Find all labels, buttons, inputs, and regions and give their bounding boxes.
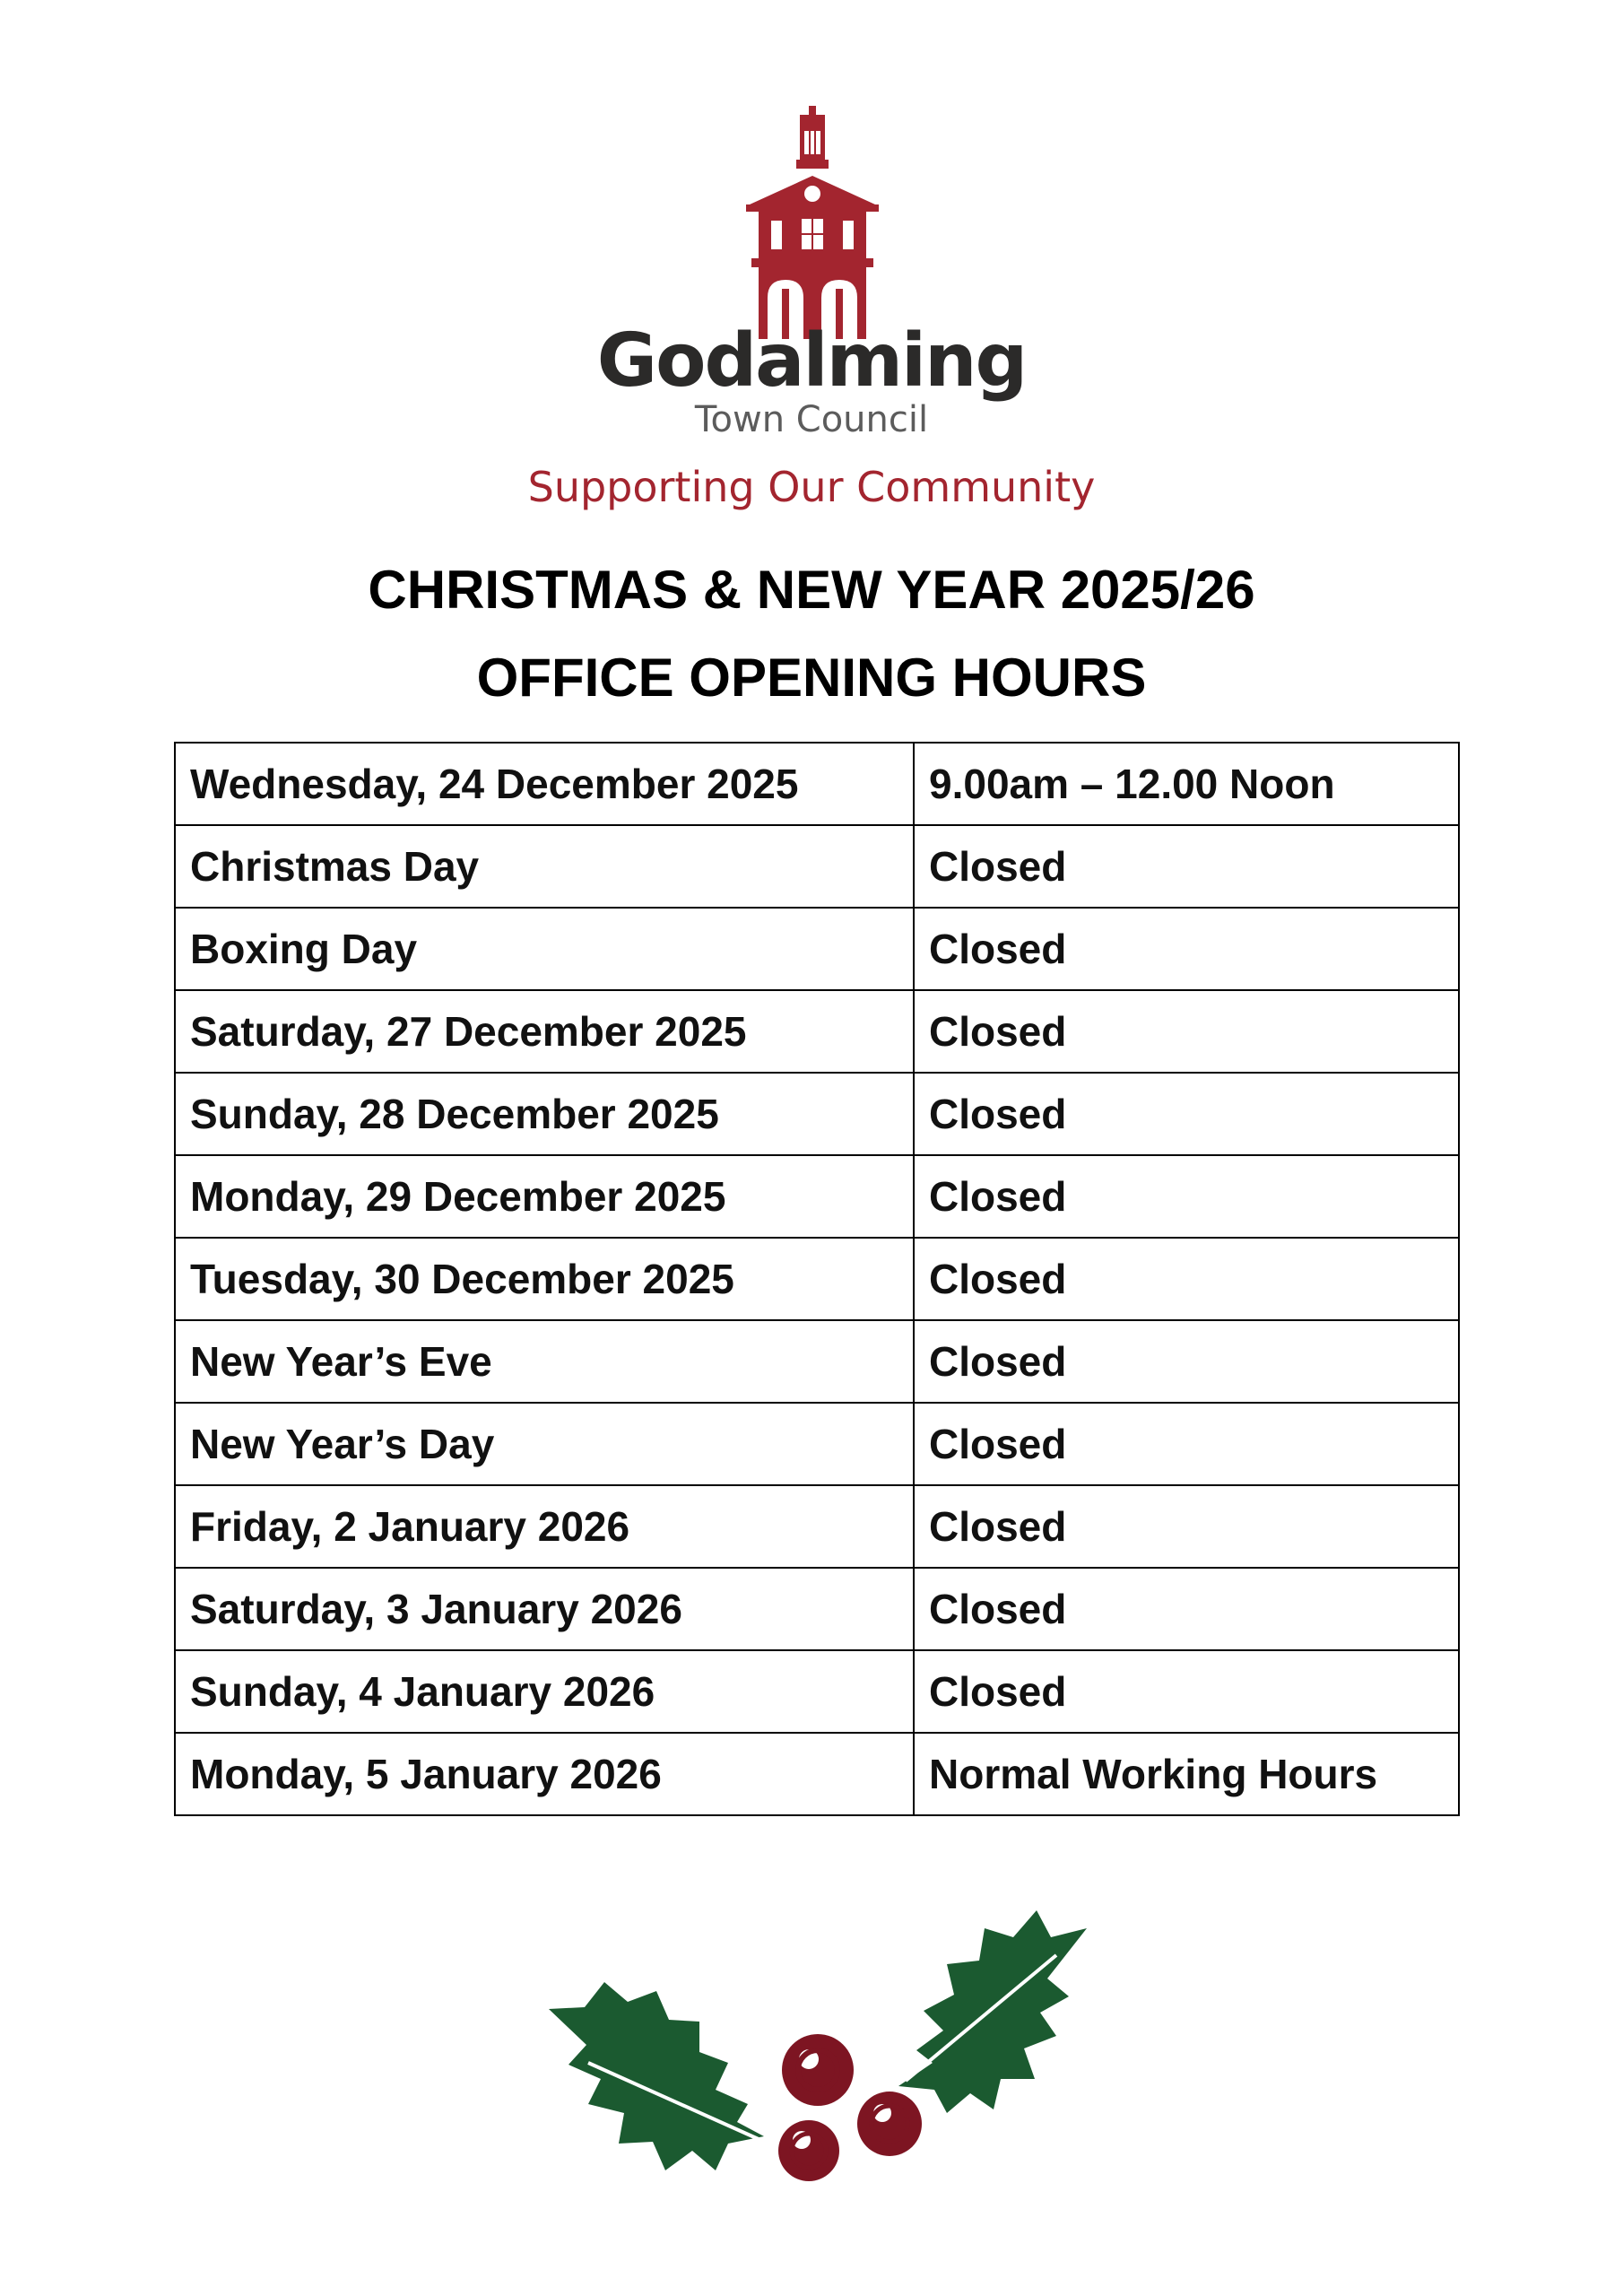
day-cell: Saturday, 27 December 2025 xyxy=(175,990,914,1073)
day-cell: Monday, 5 January 2026 xyxy=(175,1733,914,1815)
table-row xyxy=(175,1485,1459,1568)
table-row xyxy=(175,1568,1459,1650)
table-row xyxy=(175,1320,1459,1403)
table-row xyxy=(175,1650,1459,1733)
holly-icon xyxy=(549,1901,1087,2197)
holly-berries xyxy=(778,2034,922,2181)
table-row xyxy=(175,990,1459,1073)
day-cell: Saturday, 3 January 2026 xyxy=(175,1568,914,1650)
status-cell: Closed xyxy=(914,1650,1459,1733)
table-row xyxy=(175,1073,1459,1155)
tagline: Supporting Our Community xyxy=(527,463,1096,511)
day-cell: New Year’s Day xyxy=(175,1403,914,1485)
org-name: Godalming xyxy=(596,318,1027,404)
table-row xyxy=(175,908,1459,990)
table-row xyxy=(175,1403,1459,1485)
status-cell: Closed xyxy=(914,825,1459,908)
table-row xyxy=(175,1155,1459,1238)
status-cell: Closed xyxy=(914,1073,1459,1155)
table-row xyxy=(175,743,1459,825)
day-cell: Boxing Day xyxy=(175,908,914,990)
day-cell: Friday, 2 January 2026 xyxy=(175,1485,914,1568)
status-cell: Closed xyxy=(914,1155,1459,1238)
day-cell: Sunday, 4 January 2026 xyxy=(175,1650,914,1733)
status-cell: Closed xyxy=(914,908,1459,990)
day-cell: Monday, 29 December 2025 xyxy=(175,1155,914,1238)
day-cell: Christmas Day xyxy=(175,825,914,908)
table-row xyxy=(175,1733,1459,1815)
town-hall-icon xyxy=(746,106,879,339)
status-cell: 9.00am – 12.00 Noon xyxy=(914,743,1459,825)
day-cell: Tuesday, 30 December 2025 xyxy=(175,1238,914,1320)
holly-leaf-left xyxy=(549,1982,764,2170)
status-cell: Normal Working Hours xyxy=(914,1733,1459,1815)
page-subtitle: OFFICE OPENING HOURS xyxy=(476,648,1147,708)
day-cell: Sunday, 28 December 2025 xyxy=(175,1073,914,1155)
org-subtitle: Town Council xyxy=(694,399,929,440)
status-cell: Closed xyxy=(914,1568,1459,1650)
opening-hours-table xyxy=(174,742,1460,1816)
table-row xyxy=(175,825,1459,908)
status-cell: Closed xyxy=(914,1485,1459,1568)
status-cell: Closed xyxy=(914,1320,1459,1403)
day-cell: New Year’s Eve xyxy=(175,1320,914,1403)
holly-leaf-right xyxy=(898,1910,1087,2113)
table-row xyxy=(175,1238,1459,1320)
status-cell: Closed xyxy=(914,1403,1459,1485)
status-cell: Closed xyxy=(914,990,1459,1073)
page-title: CHRISTMAS & NEW YEAR 2025/26 xyxy=(368,560,1255,620)
day-cell: Wednesday, 24 December 2025 xyxy=(175,743,914,825)
status-cell: Closed xyxy=(914,1238,1459,1320)
